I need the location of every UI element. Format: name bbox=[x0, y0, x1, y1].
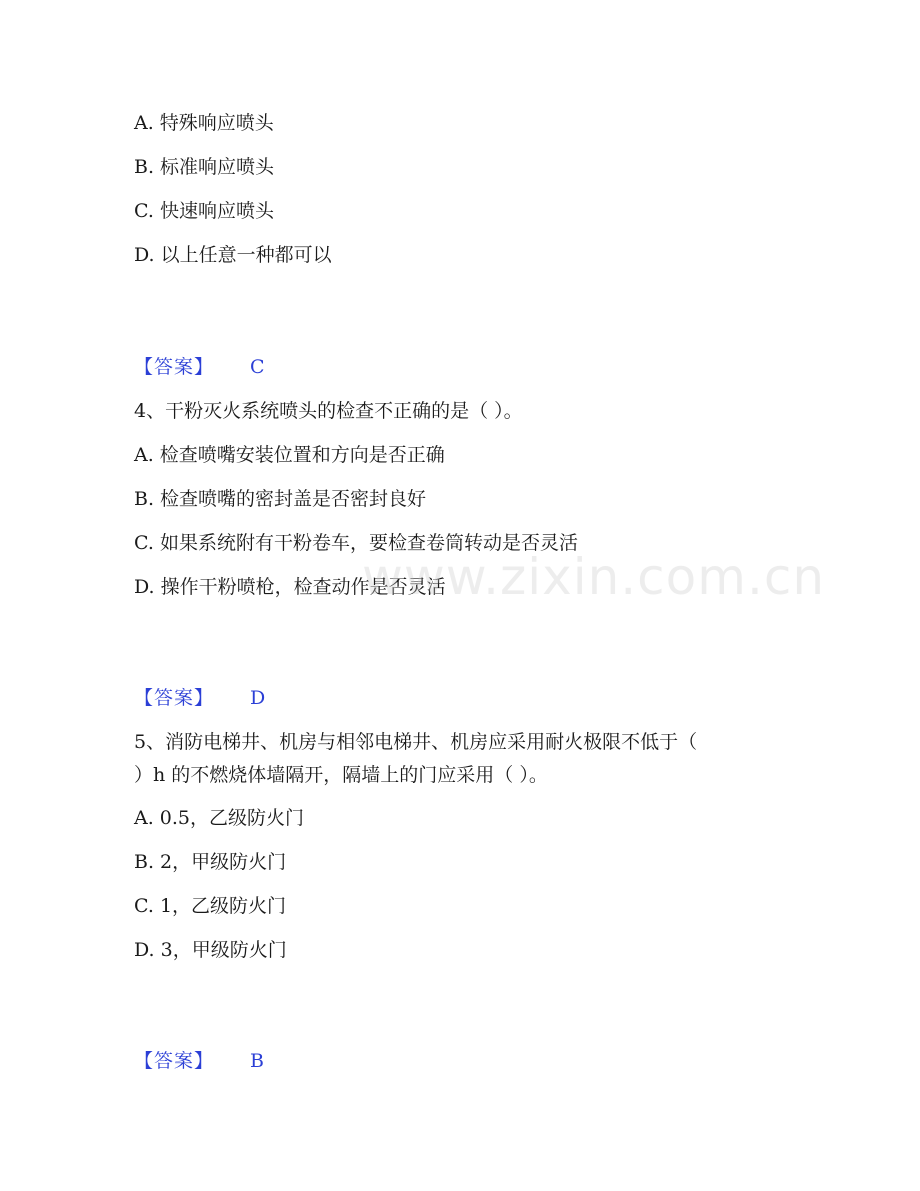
q4-option-c: C. 如果系统附有干粉卷车，要检查卷筒转动是否灵活 bbox=[134, 532, 578, 554]
q4-answer bbox=[134, 686, 265, 710]
q5-option-d: D. 3，甲级防火门 bbox=[134, 939, 287, 961]
answer-label: 【答案】 bbox=[134, 1050, 215, 1072]
q5-option-a: A. 0.5，乙级防火门 bbox=[134, 807, 305, 829]
watermark: www.zixin.com.cn bbox=[362, 548, 826, 606]
q4-option-d: D. 操作干粉喷枪，检查动作是否灵活 bbox=[134, 576, 446, 598]
answer-value: B bbox=[250, 1050, 264, 1072]
q5-option-b: B. 2，甲级防火门 bbox=[134, 851, 287, 873]
q4-option-b: B. 检查喷嘴的密封盖是否密封良好 bbox=[134, 488, 427, 510]
q3-option-b: B. 标准响应喷头 bbox=[134, 156, 275, 178]
q5-answer bbox=[134, 1049, 264, 1073]
answer-label: 【答案】 bbox=[134, 356, 215, 378]
answer-value: C bbox=[250, 356, 265, 378]
answer-value: D bbox=[250, 687, 266, 709]
q3-option-c: C. 快速响应喷头 bbox=[134, 200, 274, 222]
q5-question-line2: ）h 的不燃烧体墙隔开，隔墙上的门应采用（ ）。 bbox=[134, 764, 548, 786]
q3-option-d: D. 以上任意一种都可以 bbox=[134, 244, 332, 266]
q3-answer bbox=[134, 355, 265, 379]
q4-question: 4、干粉灭火系统喷头的检查不正确的是（ ）。 bbox=[134, 400, 523, 422]
q5-question-line1: 5、消防电梯井、机房与相邻电梯井、机房应采用耐火极限不低于（ bbox=[134, 731, 698, 753]
q5-option-c: C. 1，乙级防火门 bbox=[134, 895, 287, 917]
q4-option-a: A. 检查喷嘴安装位置和方向是否正确 bbox=[134, 444, 445, 466]
q3-option-a: A. 特殊响应喷头 bbox=[134, 112, 274, 134]
answer-label: 【答案】 bbox=[134, 687, 215, 709]
